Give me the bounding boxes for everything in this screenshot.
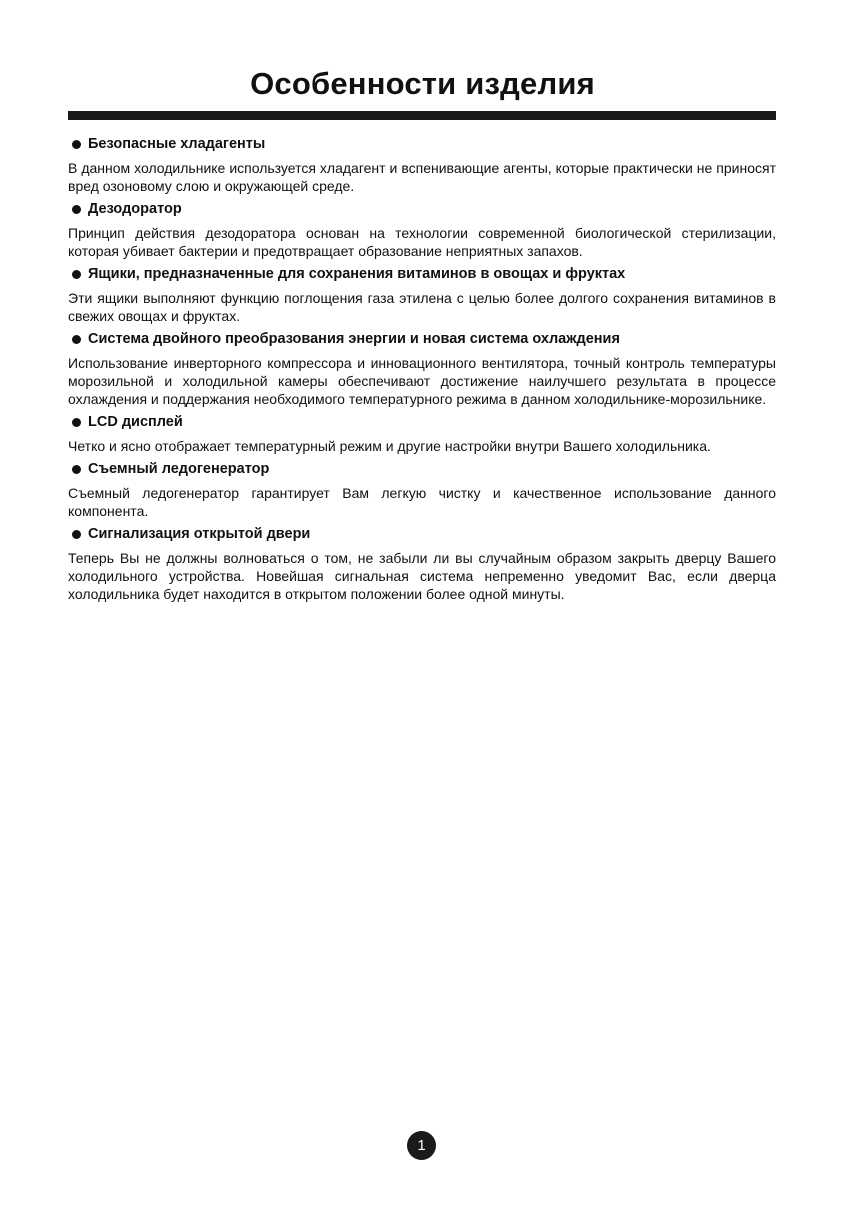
- section-text: Эти ящики выполняют функцию поглощения газа этилена с целью более долгого сохранения витаминов в свежих овощах и фруктах.: [68, 290, 776, 324]
- section-heading: [68, 412, 776, 432]
- section-heading-text: Дезодоратор: [88, 201, 182, 217]
- section-heading: [68, 134, 776, 154]
- section-heading: [68, 524, 776, 544]
- section-heading: [68, 264, 776, 284]
- section-heading: [68, 329, 776, 349]
- section-text: В данном холодильнике используется хладагент и вспенивающие агенты, которые практически не приносят вред озоновому слою и окружающей среде.: [68, 160, 776, 194]
- bullet-icon: [72, 335, 81, 344]
- section-heading-text: Безопасные хладагенты: [88, 136, 266, 152]
- section-text: Использование инверторного компрессора и инновационного вентилятора, точный контроль температуры морозильной и холодильной камеры обеспечивают достижение наилучшего результата в процессе охлаждения и поддержания необходимого температурного режима в данном холодильнике-морозильнике.: [68, 355, 776, 407]
- section-text: Съемный ледогенератор гарантирует Вам легкую чистку и качественное использование данного компонента.: [68, 485, 776, 519]
- features-list: [68, 134, 776, 607]
- section-heading: [68, 199, 776, 219]
- section-text: Принцип действия дезодоратора основан на технологии современной биологической стерилизации, которая убивает бактерии и предотвращает образование неприятных запахов.: [68, 225, 776, 259]
- section-safe-refrigerants: [68, 134, 776, 195]
- bullet-icon: [72, 140, 81, 149]
- bullet-icon: [72, 205, 81, 214]
- section-heading-text: LCD дисплей: [88, 414, 183, 430]
- bullet-icon: [72, 530, 81, 539]
- section-text: Четко и ясно отображает температурный режим и другие настройки внутри Вашего холодильника.: [68, 438, 711, 454]
- section-ice-maker: [68, 459, 776, 520]
- section-lcd-display: [68, 412, 776, 455]
- title-divider: [68, 111, 776, 120]
- section-deodorizer: [68, 199, 776, 260]
- section-text: Теперь Вы не должны волноваться о том, не забыли ли вы случайным образом закрыть дверцу Вашего холодильного устройства. Новейшая сигнальная система непременно уведомит Вас, если дверца холодильника будет находится в открытом положении более одной минуты.: [68, 550, 776, 602]
- bullet-icon: [72, 418, 81, 427]
- section-heading-text: Система двойного преобразования энергии и новая система охлаждения: [88, 331, 620, 347]
- section-door-alarm: [68, 524, 776, 603]
- section-heading-text: Съемный ледогенератор: [88, 461, 270, 477]
- page-title: Особенности изделия: [250, 66, 595, 101]
- section-heading-text: Ящики, предназначенные для сохранения витаминов в овощах и фруктах: [88, 266, 626, 282]
- section-heading-text: Сигнализация открытой двери: [88, 526, 311, 542]
- bullet-icon: [72, 465, 81, 474]
- bullet-icon: [72, 270, 81, 279]
- page-number: 1: [407, 1131, 436, 1160]
- section-energy-cooling-system: [68, 329, 776, 408]
- section-vitamin-drawers: [68, 264, 776, 325]
- section-heading: [68, 459, 776, 479]
